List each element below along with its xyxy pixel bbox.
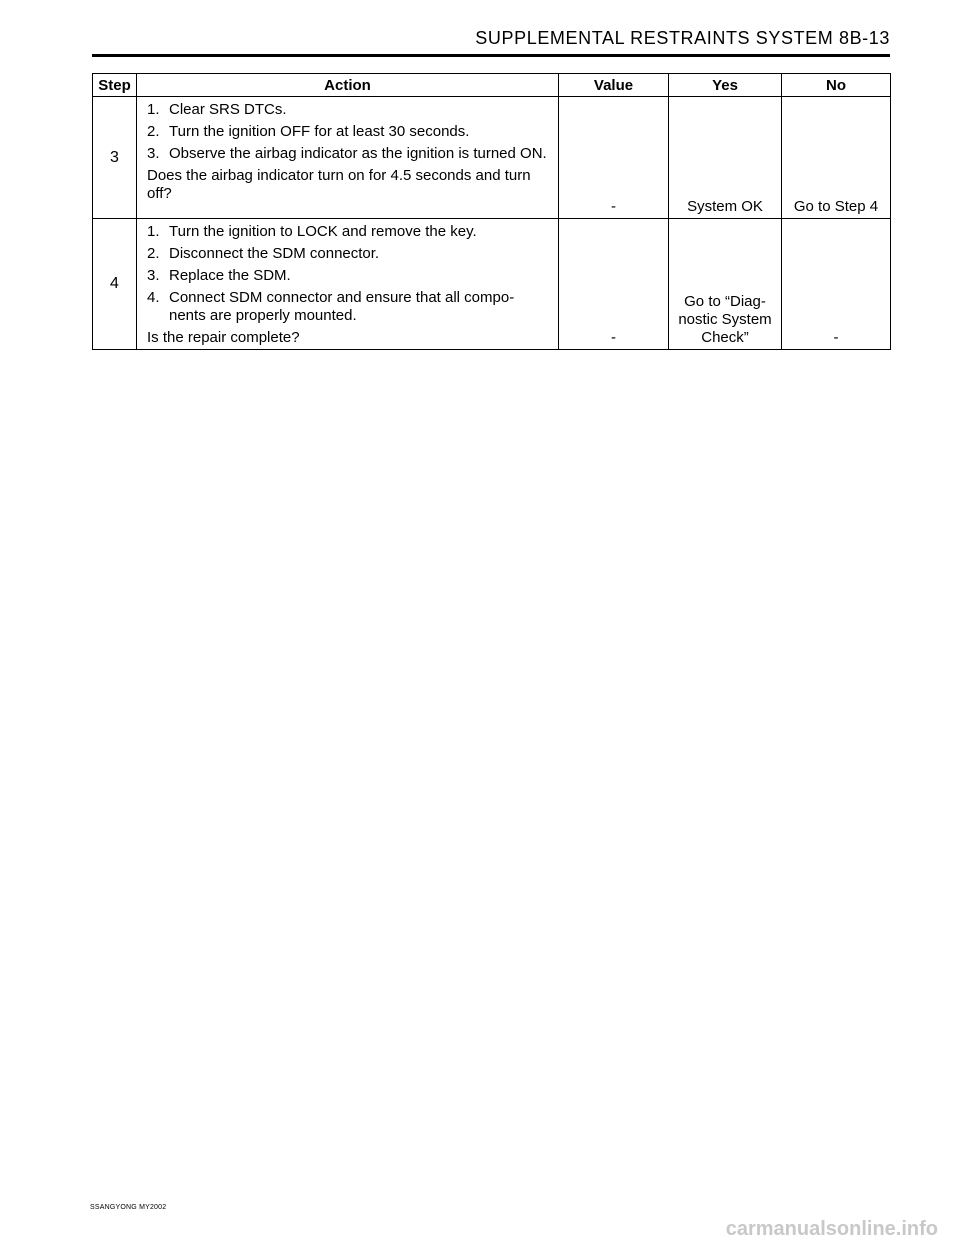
table-row (93, 219, 891, 350)
header-rule (92, 54, 890, 57)
action-question: Does the airbag indicator turn on for 4.5 seconds and turn off? (147, 167, 531, 202)
value-cell: - (559, 97, 669, 219)
column-header-no: No (782, 74, 891, 97)
action-item-number: 3. (147, 267, 160, 284)
action-item-number: 2. (147, 245, 160, 262)
step-number: 4 (93, 219, 137, 350)
table-row (93, 97, 891, 219)
no-cell: Go to Step 4 (782, 97, 891, 219)
yes-cell: System OK (669, 97, 782, 219)
action-cell (137, 97, 559, 219)
column-header-step: Step (93, 74, 137, 97)
action-item-text: Turn the ignition OFF for at least 30 seconds. (169, 123, 470, 140)
action-item (147, 101, 550, 119)
table-header-row (93, 74, 891, 97)
action-item-text: Connect SDM connector and ensure that all compo-nents are properly mounted. (169, 289, 515, 324)
action-item (147, 145, 550, 163)
yes-cell: Go to “Diag-nostic System Check” (669, 219, 782, 350)
action-item-number: 4. (147, 289, 160, 306)
action-item (147, 123, 550, 141)
diagnostic-table (92, 73, 891, 350)
action-item-text: Disconnect the SDM connector. (169, 245, 380, 262)
action-item (147, 223, 550, 241)
action-item-number: 1. (147, 101, 160, 118)
column-header-yes: Yes (669, 74, 782, 97)
value-cell: - (559, 219, 669, 350)
action-item-number: 3. (147, 145, 160, 162)
page-header: SUPPLEMENTAL RESTRAINTS SYSTEM 8B-13 (475, 28, 890, 48)
action-item-number: 1. (147, 223, 160, 240)
step-number: 3 (93, 97, 137, 219)
column-header-value: Value (559, 74, 669, 97)
action-item-number: 2. (147, 123, 160, 140)
action-item (147, 245, 550, 263)
action-item-text: Replace the SDM. (169, 267, 291, 284)
footer-text: SSANGYONG MY2002 (90, 1204, 167, 1211)
watermark: carmanualsonline.info (725, 1218, 938, 1240)
action-item-text: Turn the ignition to LOCK and remove the key. (169, 223, 477, 240)
action-question: Is the repair complete? (147, 329, 300, 346)
action-cell (137, 219, 559, 350)
action-item (147, 289, 550, 325)
action-item (147, 267, 550, 285)
no-cell: - (782, 219, 891, 350)
action-item-text: Clear SRS DTCs. (169, 101, 287, 118)
action-item-text: Observe the airbag indicator as the ignition is turned ON. (169, 145, 547, 162)
column-header-action: Action (137, 74, 559, 97)
